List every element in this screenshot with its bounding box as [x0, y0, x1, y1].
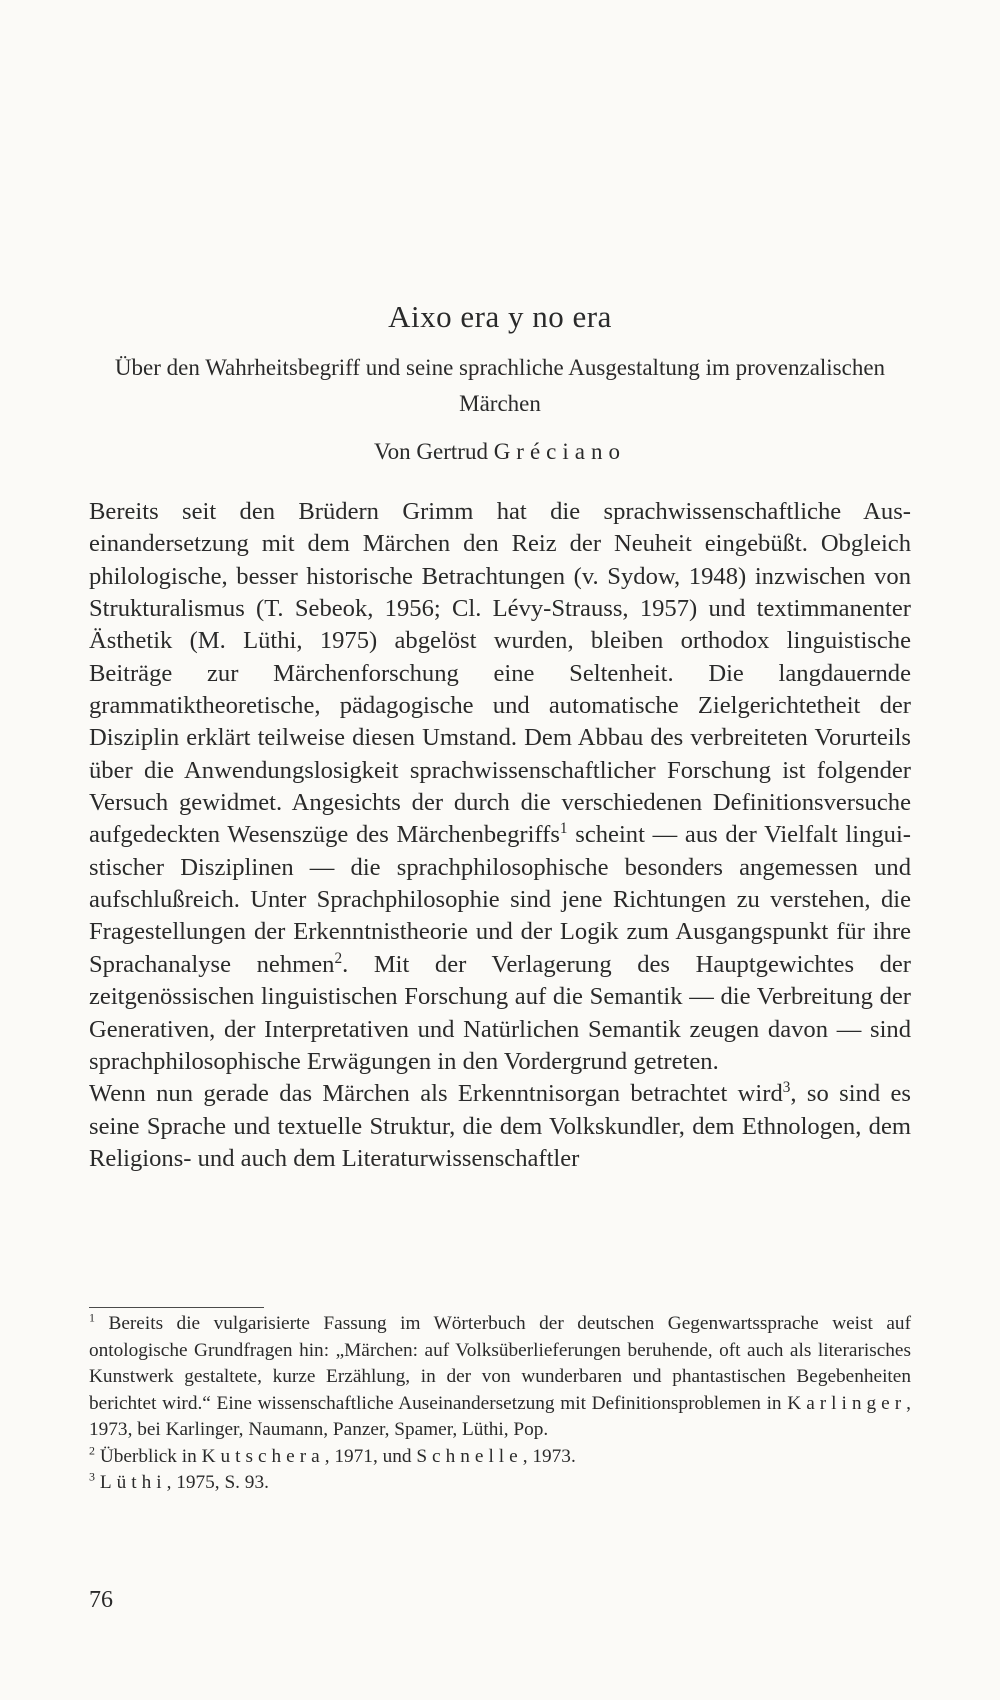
footnote-1-number: 1 [89, 1310, 95, 1325]
paragraph-1-part-b: scheint — aus der Vielfalt linguistischer Disziplinen — die sprachphilosophische besonders angemessen und aufschlußreich. Unter Sprachphilosophie sind jene Richtungen zu verstehen, die Fragestellungen der Erkenntnistheorie und der Logik zum Ausgangspunkt für ihre Sprachanalyse nehmen [89, 821, 911, 978]
footnote-2-tail: , 1973. [522, 1445, 576, 1467]
article-author [0, 437, 1000, 467]
footnote-2-author-2: Schnelle [416, 1445, 523, 1467]
page-number: 76 [89, 1587, 113, 1613]
footnote-2-number: 2 [89, 1443, 95, 1458]
footnote-1-tail: , 1973, bei Karlinger, Naumann, Panzer, Spamer, Lüthi, Pop. [89, 1392, 911, 1440]
paragraph-1 [89, 496, 911, 1078]
footnote-ref-3: 3 [782, 1079, 791, 1096]
article-title: Aixo era y no era [388, 299, 612, 334]
footnote-2-mid: , 1971, und [324, 1445, 417, 1467]
footnote-3-number: 3 [89, 1469, 95, 1484]
footnote-3 [89, 1470, 911, 1497]
footnote-3-author: Lüthi [99, 1472, 167, 1493]
footnote-ref-2: 2 [334, 949, 343, 967]
footnotes [89, 1311, 911, 1497]
paragraph-2-part-b: , so sind es seine Sprache und textuelle Struktur, die dem Volkskundler, dem Ethnologen, dem Religions- und auch dem Literaturwissenschaftler [89, 1080, 911, 1172]
paragraph-2-part-a: Wenn nun gerade das Märchen als Erkenntnisorgan betrachtet wird [89, 1080, 783, 1108]
footnote-3-tail: , 1975, S. 93. [166, 1472, 269, 1493]
author-surname: Gréciano [493, 439, 626, 464]
footnote-divider [89, 1307, 264, 1308]
footnote-2 [89, 1444, 911, 1471]
paragraph-1-part-c: . Mit der Verlagerung des Hauptgewichtes der zeitgenössischen linguistischen Forschung auf die Semantik — die Verbreitung der Generativen, der Interpretativen und Natürlichen Semantik zeugen davon — sind sprachphilosophische Erwägungen in den Vordergrund getreten. [89, 950, 911, 1075]
paragraph-1-part-a: Bereits seit den Brüdern Grimm hat die sprachwissenschaftliche Auseinandersetzung mit dem Märchen den Reiz der Neuheit eingebüßt. Obgleich philologische, besser historische Betrachtungen (v. Sydow, 1948) inzwischen von Strukturalismus (T. Sebeok, 1956; Cl. Lévy-Strauss, 1957) und textimmanenter Ästhetik (M. Lüthi, 1975) abgelöst wurden, bleiben orthodox linguistische Beiträge zur Märchenforschung eine Seltenheit. Die langdauernde grammatiktheoretische, pädagogische und automatische Zielgerichtetheit der Disziplin erklärt teilweise diesen Umstand. Dem Abbau des verbreiteten Vorurteils über die Anwendungslosigkeit sprachwissenschaftlicher Forschung ist folgender Versuch gewidmet. Angesichts der durch die verschiedenen Definitionsversuche aufgedeckten Wesenszüge des Märchenbegriffs [89, 498, 911, 849]
footnote-1-author: Karlinger [787, 1392, 907, 1414]
article-subtitle: Über den Wahrheitsbegriff und seine sprachliche Ausgestaltung im provenzalischen Märchen [114, 355, 886, 416]
footnote-ref-1: 1 [559, 820, 568, 838]
footnote-1-text: Bereits die vulgarisierte Fassung im Wörterbuch der deutschen Gegenwartssprache weist auf ontologische Grundfragen hin: „Märchen: auf Volksüberlieferungen beruhende, oft auch als literarisches Kunstwerk gestaltete, kurze Erzählung, in der von wunderbaren und phantastischen Begebenheiten berichtet wird.“ Eine wissenschaftliche Auseinandersetzung mit Definitionsproblemen in [89, 1313, 911, 1414]
author-prefix: Von Gertrud [374, 439, 488, 464]
body-text [89, 496, 911, 1175]
paragraph-2 [89, 1078, 911, 1175]
footnote-2-pre: Überblick in [99, 1445, 202, 1467]
footnote-2-author-1: Kutschera [201, 1445, 325, 1467]
footnote-1 [89, 1311, 911, 1444]
